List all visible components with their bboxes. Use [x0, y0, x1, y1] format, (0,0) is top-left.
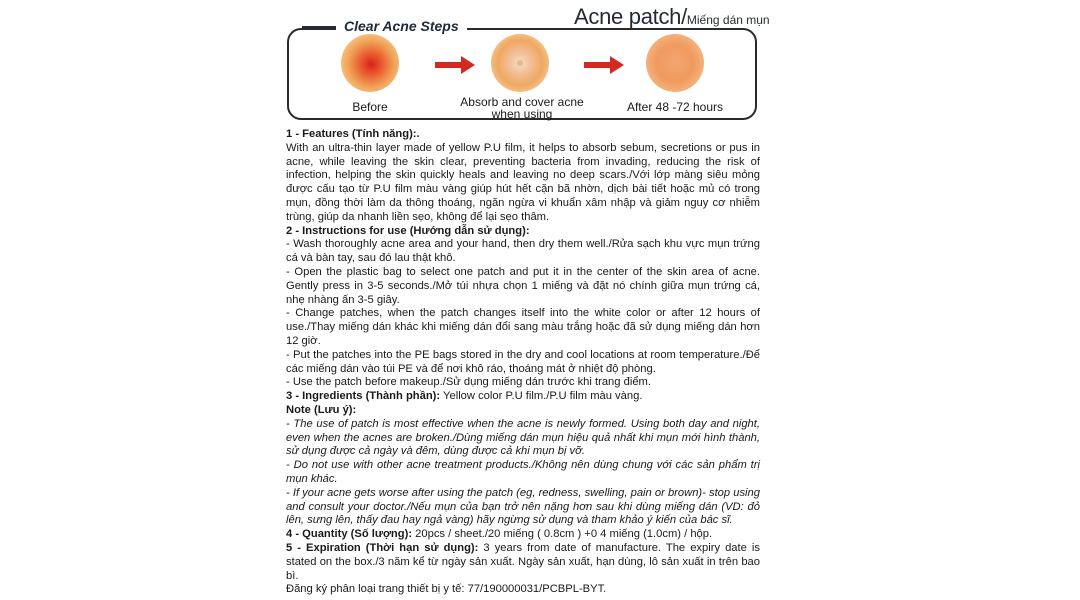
instruction-item: - Change patches, when the patch changes itself into the white color or after 12 hours of use./Thay miếng dán khác khi miếng dán đổi sang màu trắng hoặc đã sử dụng miếng dán hơn 12 giờ.	[286, 307, 760, 347]
note-item: - If your acne gets worse after using the patch (eg, redness, swelling, pain or brown)- stop using and consult your doctor./Nếu mụn của bạn trở nên nặng hơn sau khi dùng miếng dán (VD: đỏ lên, sưng lên, thấy đau hay ngả vàng) hãy ngừng sử dụng và tham khảo ý kiến của bác sĩ.	[286, 486, 760, 527]
step-label-absorb-line1: Absorb and cover acne	[460, 95, 584, 109]
instructions-document	[286, 128, 760, 597]
ingredients-line	[286, 390, 760, 404]
product-title	[574, 4, 770, 30]
steps-title-decoration-left	[302, 26, 336, 29]
quantity-line	[286, 528, 760, 542]
arrow-right-icon	[435, 55, 475, 75]
ingredients-body: Yellow color P.U film./P.U film màu vàng.	[440, 390, 643, 403]
instruction-item: - Wash thoroughly acne area and your hand, then dry them well./Rửa sạch khu vực mụn trứng cá và bàn tay, sau đó lau thật khô.	[286, 238, 760, 265]
registration-line: Đăng ký phân loại trang thiết bị y tế: 77/190000031/PCBPL-BYT.	[286, 583, 607, 596]
features-body: With an ultra-thin layer made of yellow P.U film, it helps to absorb sebum, secretions or pus in acne, while leaving the skin clear, preventing bacteria from invading, reducing the risk of infection, helping the skin quickly heals and leaving no deep scars./Với lớp màng siêu mỏng được cấu tạo từ P.U film màu vàng giúp hút hết cặn bã nhờn, dịch bài tiết hoặc mủ có trong mụn, đồng thời làm da thông thoáng, ngăn ngừa vi khuẩn xâm nhập và giảm nguy cơ nhiễm trùng, giúp da nhanh liền sẹo, không để lại sẹo thâm.	[286, 141, 760, 223]
product-title-sub: Miếng dán mụn	[686, 13, 770, 27]
expiration-heading: 5 - Expiration (Thời hạn sử dụng):	[286, 541, 479, 554]
ingredients-heading: 3 - Ingredients (Thành phần):	[286, 390, 441, 403]
note-item: - The use of patch is most effective when the acne is newly formed. Using both day and night, even when the acnes are broken./Dùng miếng dán mụn hiệu quả nhất khi mụn mới hình thành, sử dụng được cả ngày và đêm, dùng được cả khi mụn bị vỡ.	[286, 417, 760, 458]
step-label-absorb-line2: when using	[491, 107, 553, 121]
note-item: - Do not use with other acne treatment products./Không nên dùng chung với các sản phẩm trị mụn khác.	[286, 459, 760, 485]
instructions-heading: 2 - Instructions for use (Hướng dẫn sử dụng):	[286, 224, 530, 237]
quantity-heading: 4 - Quantity (Số lượng):	[286, 528, 413, 541]
instruction-item: - Open the plastic bag to select one patch and put it in the center of the skin area of acne. Gently press in 3-5 seconds./Mở túi nhựa chọn 1 miếng và đặt nó chính giữa mụn trứng cá, nhẹ nhàng ấn 3-5 giây.	[286, 265, 760, 306]
note-heading: Note (Lưu ý):	[286, 403, 357, 416]
arrow-right-icon	[584, 55, 624, 75]
acne-covered-image	[491, 34, 549, 92]
expiration-body: 3 years from date of manufacture. The expiry date is stated on the box./3 năm kể từ ngày sản xuất. Ngày sản xuất, hạn dùng, lô sản xuất in trên bao bì.	[286, 541, 760, 582]
instruction-item: - Put the patches into the PE bags stored in the dry and cool locations at room temperature./Để các miếng dán vào túi PE và để nơi khô ráo, thoáng mát ở nhiệt độ phòng.	[286, 348, 760, 375]
acne-after-image	[646, 34, 704, 92]
acne-before-image	[341, 34, 399, 92]
quantity-body: 20pcs / sheet./20 miếng ( 0.8cm ) +0 4 miếng (1.0cm) / hộp.	[412, 528, 713, 541]
step-label-after: After 48 -72 hours	[626, 100, 724, 114]
features-heading: 1 - Features (Tính năng):.	[286, 128, 420, 140]
steps-title: Clear Acne Steps	[336, 18, 467, 34]
product-title-main: Acne patch/	[574, 4, 687, 29]
acne-covered-highlight	[517, 60, 523, 66]
step-label-before: Before	[352, 100, 388, 114]
instruction-item: - Use the patch before makeup./Sử dụng miếng dán trước khi trang điểm.	[286, 376, 651, 389]
step-label-absorb	[452, 96, 592, 120]
expiration-line	[286, 542, 760, 583]
